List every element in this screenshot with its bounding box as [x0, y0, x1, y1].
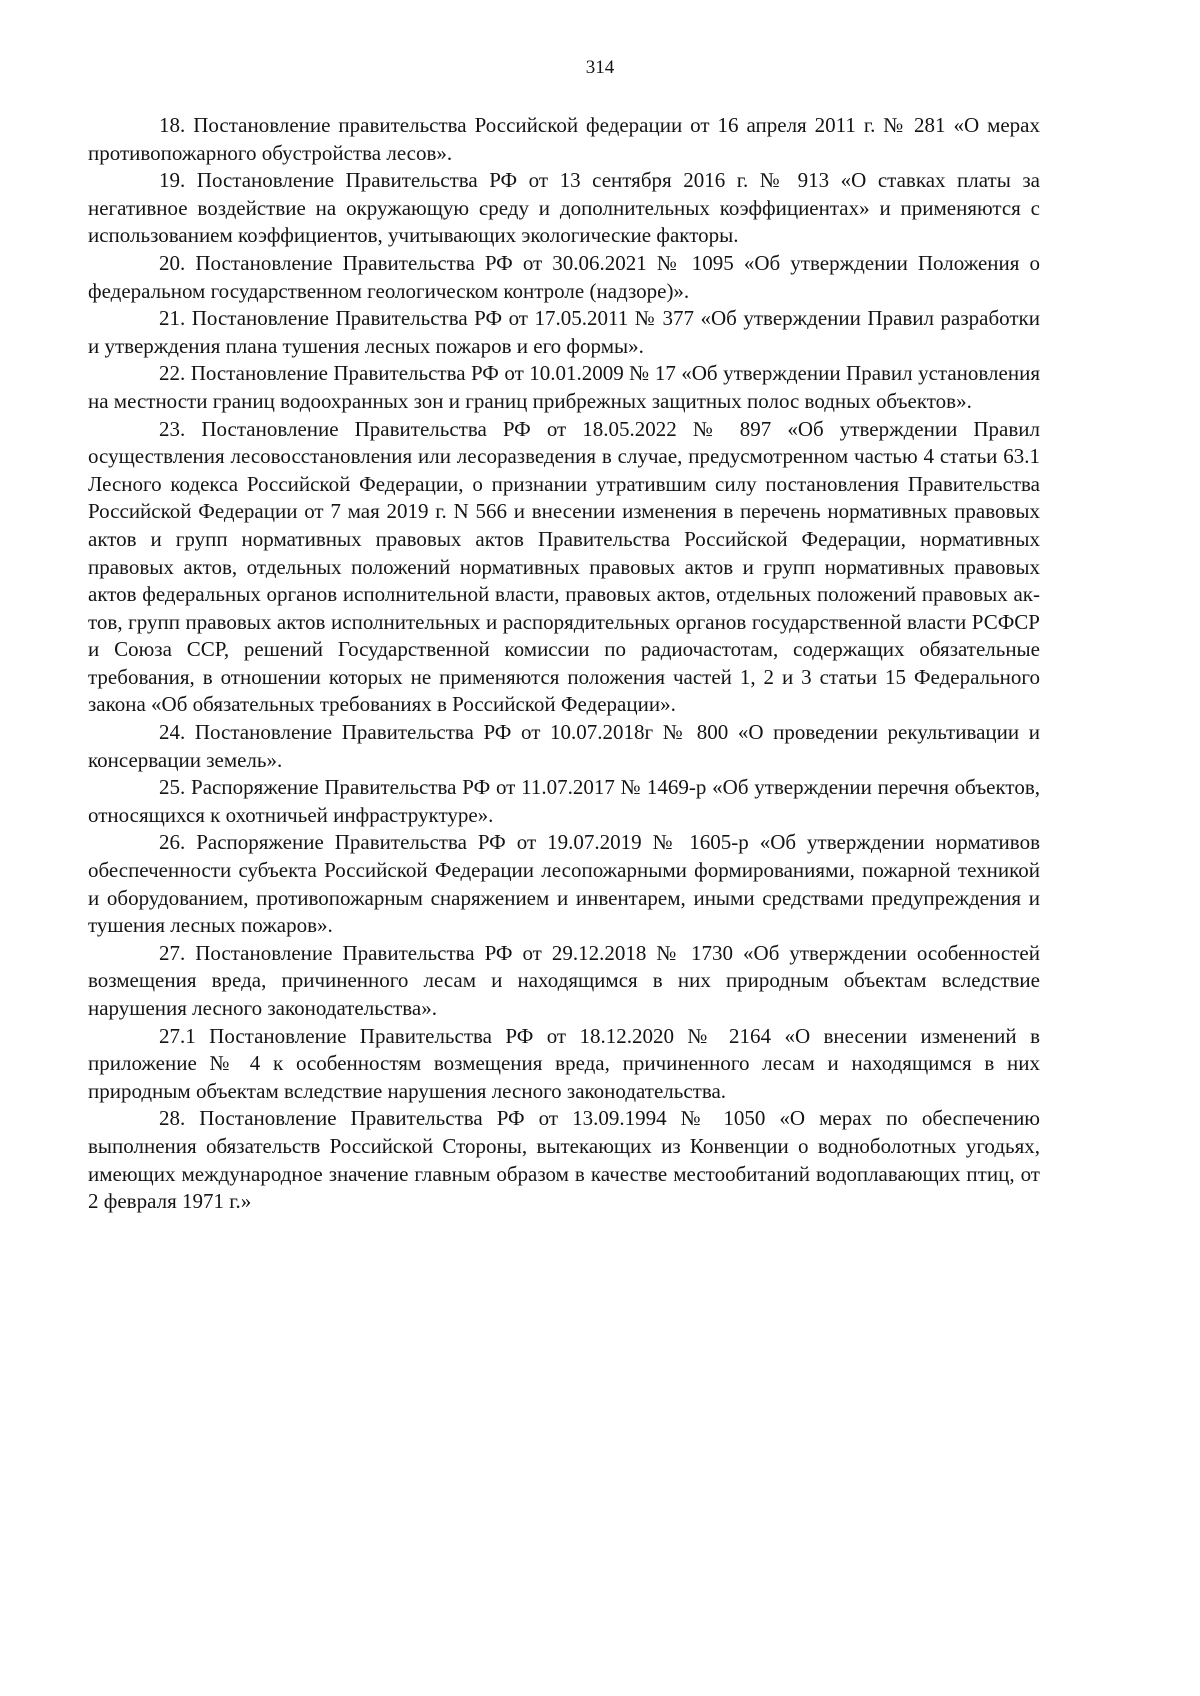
reference-list: [88, 112, 1040, 1216]
list-item-22: 22. Постановление Правительства РФ от 10.01.2009 № 17 «Об утверждении Правил установления на местности границ водоохранных зон и границ прибрежных защитных полос водных объектов».: [88, 361, 1040, 413]
page-number: 314: [585, 57, 615, 78]
list-item-21: 21. Постановление Правительства РФ от 17.05.2011 № 377 «Об утверждении Правил разработки и утверждения плана тушения лесных пожаров и его формы».: [88, 306, 1040, 358]
list-item-20: 20. Постановление Правительства РФ от 30.06.2021 № 1095 «Об утверждении Положения о федеральном государственном геологическом контроле (надзоре)».: [88, 250, 1040, 303]
list-item-26: 26. Распоряжение Правительства РФ от 19.07.2019 № 1605-р «Об утверждении нормативов обеспеченности субъекта Российской Федерации лесопожарными формированиями, пожарной техникой и оборудованием, противопожарным снаряжением и инвентарем, иными средствами предупреждения и тушения лесных пожаров».: [88, 830, 1040, 938]
list-item-28: 28. Постановление Правительства РФ от 13.09.1994 № 1050 «О мерах по обеспечению выполнения обязательств Российской Стороны, вытекающих из Конвенции о водноболотных угодьях, имеющих международное значение главным образом в качестве местообитаний водоплавающих птиц, от 2 февраля 1971 г.»: [88, 1106, 1040, 1214]
list-item-19: 19. Постановление Правительства РФ от 13 сентября 2016 г. № 913 «О ставках платы за негативное воздействие на окружающую среду и дополнительных коэффициентах» и применяются с использованием коэффициентов, учитывающих экологические факторы.: [88, 168, 1040, 248]
list-item-27: 27. Постановление Правительства РФ от 29.12.2018 № 1730 «Об утверждении особенностей возмещения вреда, причиненного лесам и находящимся в них природным объектам вследствие нарушения лесного законодательства».: [88, 940, 1040, 1020]
list-item-23: 23. Постановление Правительства РФ от 18.05.2022 № 897 «Об утверждении Правил осуществления лесовосстановления или лесоразведения в случае, предусмотренном частью 4 статьи 63.1 Лесного кодекса Российской Федерации, о признании утратившим силу постановления Правительства Российской Федерации от 7 мая 2019 г. N 566 и внесении изменения в перечень нормативных правовых актов и групп нормативных правовых актов Правительства Российской Федерации, нормативных правовых актов, отдельных положений нормативных правовых актов и групп нормативных правовых актов федеральных органов исполнительной власти, правовых актов, отдельных положений правовых актов, групп правовых актов исполнительных и распорядительных органов государственной власти РСФСР и Союза ССР, решений Государственной комиссии по радиочастотам, содержащих обязательные требования, в отношении которых не применяются положения частей 1, 2 и 3 статьи 15 Федерального закона «Об обязательных требованиях в Российской Федерации».: [88, 416, 1040, 717]
list-item-25: 25. Распоряжение Правительства РФ от 11.07.2017 № 1469-р «Об утверждении перечня объектов, относящихся к охотничьей инфраструктуре».: [88, 775, 1040, 827]
list-item-24: 24. Постановление Правительства РФ от 10.07.2018г № 800 «О проведении рекультивации и консервации земель».: [88, 720, 1040, 772]
list-item-27-1: 27.1 Постановление Правительства РФ от 18.12.2020 № 2164 «О внесении изменений в приложение № 4 к особенностям возмещения вреда, причиненного лесам и находящимся в них природным объектам вследствие нарушения лесного законодательства.: [88, 1023, 1040, 1103]
list-item-18: 18. Постановление правительства Российской федерации от 16 апреля 2011 г. № 281 «О мерах противопожарного обустройства лесов».: [88, 113, 1040, 165]
